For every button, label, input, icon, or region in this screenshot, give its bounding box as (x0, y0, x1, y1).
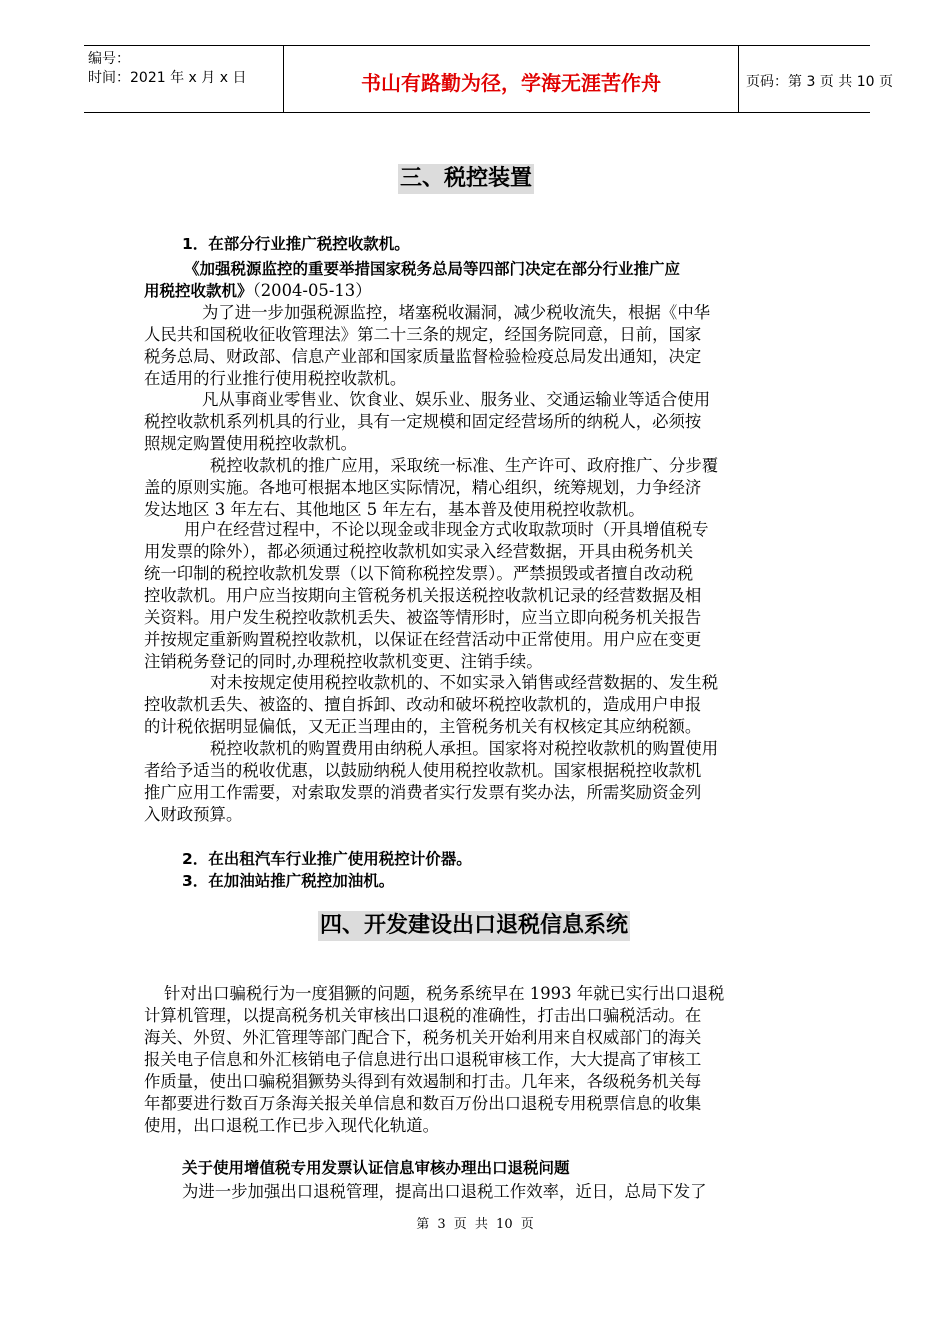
subheading (182, 1157, 842, 1179)
page-footer: 第 3 页 共 10 页 (416, 1217, 534, 1232)
text-line: 并按规定重新购置税控收款机，以保证在经营活动中正常使用。用户应在变更 (144, 630, 702, 649)
text-line: 人民共和国税收征收管理法》第二十三条的规定，经国务院同意，日前，国家 (144, 325, 702, 344)
text-line: 计算机管理，以提高税务机关审核出口退税的准确性，打击出口骗税活动。在 (144, 1006, 702, 1025)
text-line: 的计税依据明显偏低，又无正当理由的，主管税务机关有权核定其应纳税额。 (144, 717, 702, 736)
text-line: 注销税务登记的同时,办理税控收款机变更、注销手续。 (144, 652, 543, 671)
text-line: 统一印制的税控收款机发票（以下简称税控发票）。严禁损毁或者擅自改动税 (144, 564, 694, 583)
text-line: 者给予适当的税收优惠，以鼓励纳税人使用税控收款机。国家根据税控收款机 (144, 761, 702, 780)
paragraph (144, 455, 804, 521)
text-line: 入财政预算。 (144, 805, 243, 824)
paragraph (144, 738, 804, 826)
text-line: 用户在经营过程中，不论以现金或非现金方式收取款项时（开具增值税专 (184, 520, 709, 539)
text-line: 用发票的除外），都必须通过税控收款机如实录入经营数据，开具由税务机关 (144, 542, 694, 561)
serial-label: 编号： (88, 51, 130, 67)
text-line: 控收款机丢失、被盗的、擅自拆卸、改动和破坏税控收款机的，造成用户申报 (144, 695, 702, 714)
item-3-heading: 3．在加油站推广税控加油机。 (182, 872, 395, 890)
article-title-line2: 用税控收款机》 (144, 282, 253, 300)
text-line: 关资料。用户发生税控收款机丢失、被盗等情形时，应当立即向税务机关报告 (144, 608, 702, 627)
text-line: 推广应用工作需要，对索取发票的消费者实行发票有奖办法，所需奖励资金列 (144, 783, 702, 802)
article-title-line1: 《加强税源监控的重要举措国家税务总局等四部门决定在部分行业推广应 (184, 260, 681, 278)
text-line: 发达地区 3 年左右、其他地区 5 年左右，基本普及使用税控收款机。 (144, 500, 645, 519)
text-line: 税务总局、财政部、信息产业部和国家质量监督检验检疫总局发出通知，决定 (144, 347, 702, 366)
section-title-export-rebate: 四、开发建设出口退税信息系统 (318, 911, 630, 941)
subheading-text: 关于使用增值税专用发票认证信息审核办理出口退税问题 (182, 1159, 570, 1177)
text-line: 税控收款机的购置费用由纳税人承担。国家将对税控收款机的购置使用 (210, 739, 719, 758)
paragraph (144, 983, 804, 1137)
text-line: 为了进一步加强税源监控，堵塞税收漏洞，减少税收流失，根据《中华 (202, 303, 711, 322)
header-motto: 书山有路勤为径，学海无涯苦作舟 (361, 71, 661, 95)
text-line: 税控收款机的推广应用，采取统一标准、生产许可、政府推广、分步覆 (210, 456, 719, 475)
item-list (182, 848, 842, 892)
paragraph (144, 672, 804, 738)
section-title-tax-control: 三、税控装置 (398, 164, 534, 194)
text-line: 在适用的行业推行使用税控收款机。 (144, 369, 407, 388)
text-line: 年都要进行数百万条海关报关单信息和数百万份出口退税专用税票信息的收集 (144, 1094, 702, 1113)
header-bottom-rule (84, 112, 870, 113)
text-line: 为进一步加强出口退税管理，提高出口退税工作效率，近日，总局下发了 (182, 1182, 707, 1201)
article-date: （2004-05-13） (252, 281, 372, 300)
paragraph (144, 389, 804, 455)
text-line: 针对出口骗税行为一度猖獗的问题，税务系统早在 1993 年就已实行出口退税 (164, 984, 725, 1003)
time-label: 时间：2021 年 x 月 x 日 (88, 70, 247, 86)
text-line: 照规定购置使用税控收款机。 (144, 434, 358, 453)
paragraph (182, 1181, 842, 1203)
header-divider (738, 45, 739, 113)
article-title (144, 258, 804, 302)
paragraph (144, 519, 804, 673)
header-top-rule (84, 45, 870, 46)
text-line: 海关、外贸、外汇管理等部门配合下，税务机关开始利用来自权威部门的海关 (144, 1028, 702, 1047)
text-line: 盖的原则实施。各地可根据本地区实际情况，精心组织，统筹规划，力争经济 (144, 478, 702, 497)
text-line: 报关电子信息和外汇核销电子信息进行出口退税审核工作，大大提高了审核工 (144, 1050, 702, 1069)
text-line: 对未按规定使用税控收款机的、不如实录入销售或经营数据的、发生税 (210, 673, 719, 692)
text-line: 控收款机。用户应当按期向主管税务机关报送税控收款机记录的经营数据及相 (144, 586, 702, 605)
item-1-heading: 1．在部分行业推广税控收款机。 (182, 235, 410, 253)
item-heading (182, 233, 842, 255)
text-line: 税控收款机系列机具的行业，具有一定规模和固定经营场所的纳税人，必须按 (144, 412, 702, 431)
text-line: 作质量，使出口骗税猖獗势头得到有效遏制和打击。几年来，各级税务机关每 (144, 1072, 702, 1091)
text-line: 使用，出口退税工作已步入现代化轨道。 (144, 1116, 440, 1135)
text-line: 凡从事商业零售业、饮食业、娱乐业、服务业、交通运输业等适合使用 (202, 390, 711, 409)
header-page-info: 页码：第 3 页 共 10 页 (746, 74, 893, 90)
page-header (84, 45, 893, 113)
paragraph (144, 302, 804, 390)
item-2-heading: 2．在出租汽车行业推广使用税控计价器。 (182, 850, 472, 868)
